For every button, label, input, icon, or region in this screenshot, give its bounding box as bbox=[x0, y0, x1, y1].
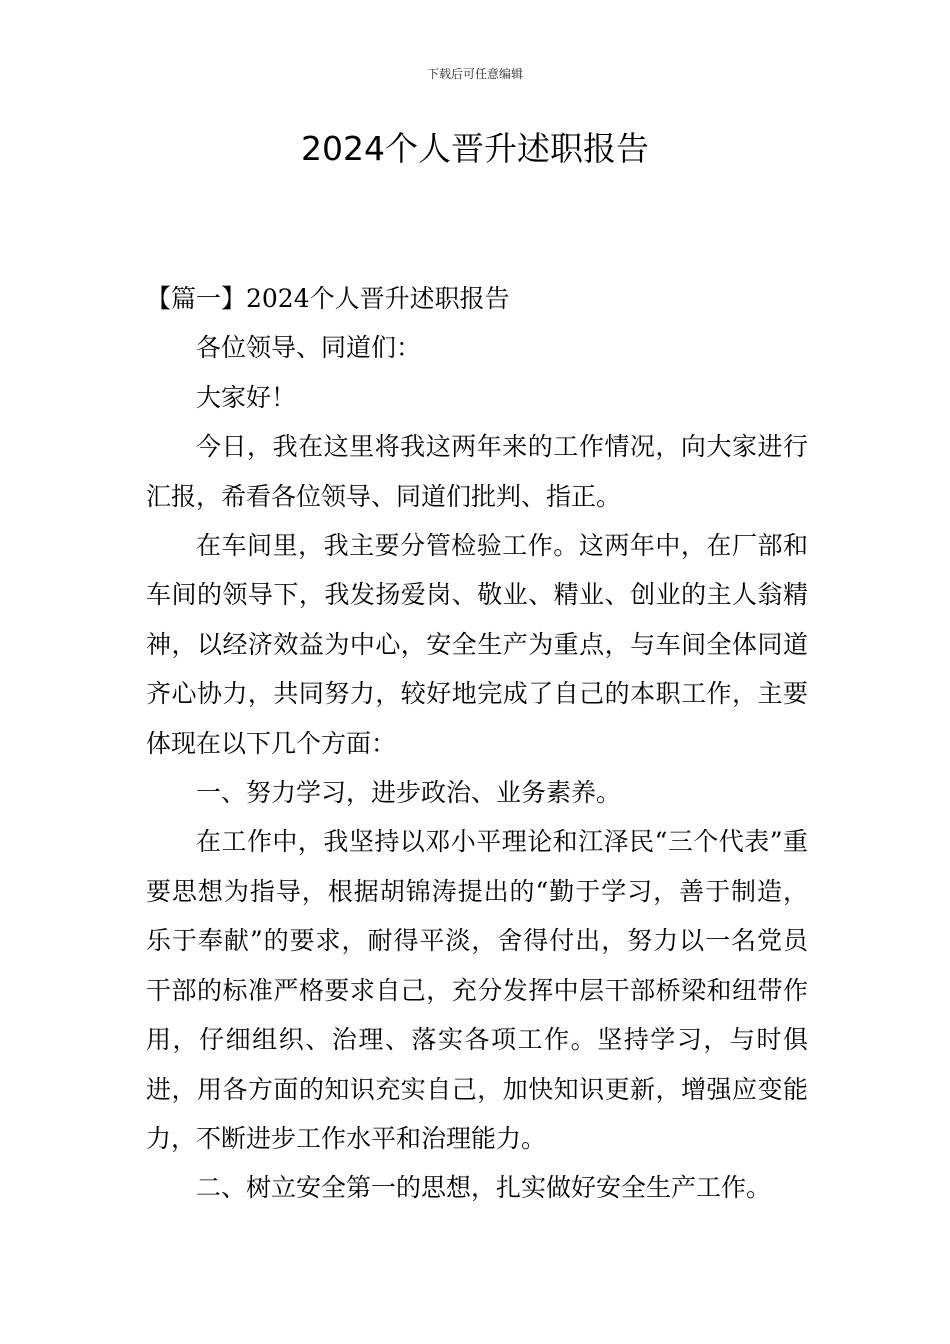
paragraph-point-one-heading: 一、努力学习，进步政治、业务素养。 bbox=[196, 778, 622, 808]
document-title: 2024个人晋升述职报告 bbox=[301, 129, 649, 168]
paragraph-greeting: 大家好！ bbox=[196, 382, 297, 412]
paragraph-point-one-body: 在工作中，我坚持以邓小平理论和江泽民“三个代表”重要思想为指导，根据胡锦涛提出的“勤于学习，善于制造，乐于奉献”的要求，耐得平淡，舍得付出，努力以一名党员干部的标准严格要求自己，充分发挥中层干部桥梁和纽带作用，仔细组织、治理、落实各项工作。坚持学习，与时俱进，用各方面的知识充实自己，加快知识更新，增强应变能力，不断进步工作水平和治理能力。 bbox=[146, 827, 808, 1153]
document-body bbox=[146, 274, 808, 1213]
paragraph-intro: 今日，我在这里将我这两年来的工作情况，向大家进行汇报，希看各位领导、同道们批判、指正。 bbox=[146, 432, 808, 511]
paragraph-salutation: 各位领导、同道们： bbox=[196, 333, 422, 363]
paragraph-point-two-heading: 二、树立安全第一的思想，扎实做好安全生产工作。 bbox=[196, 1173, 772, 1203]
section-heading: 【篇一】2024个人晋升述职报告 bbox=[146, 284, 510, 313]
header-note: 下载后可任意编辑 bbox=[426, 67, 523, 81]
paragraph-overview: 在车间里，我主要分管检验工作。这两年中，在厂部和车间的领导下，我发扬爱岗、敬业、精业、创业的主人翁精神，以经济效益为中心，安全生产为重点，与车间全体同道齐心协力，共同努力，较好地完成了自己的本职工作，主要体现在以下几个方面： bbox=[146, 531, 808, 758]
